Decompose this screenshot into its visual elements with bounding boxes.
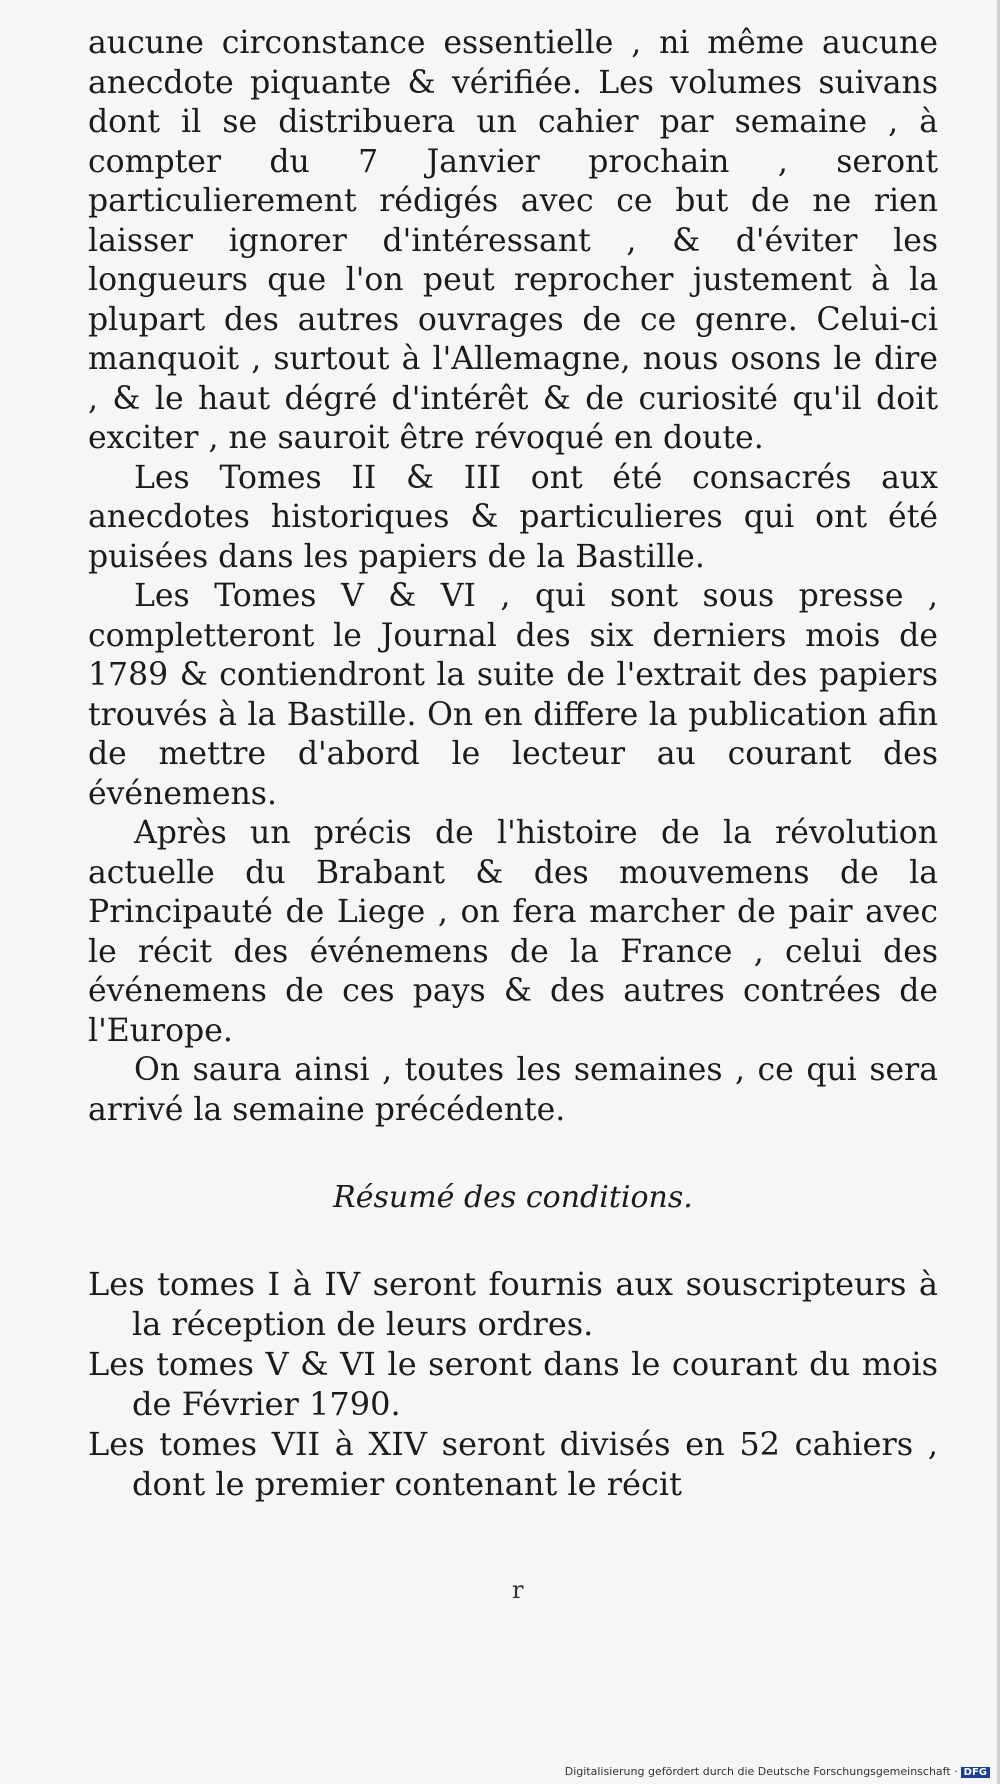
paragraph: Après un précis de l'histoire de la révolution actuelle du Brabant & des mouvemens de la Principauté de Liege , on fera marcher de pair avec le récit des événemens de la France , celui des événemens de ces pays & des autres contrées de l'Europe.	[88, 815, 938, 1049]
page-signature: r	[512, 1576, 524, 1604]
condition-item: Les tomes VII à XIV seront divisés en 52 cahiers , dont le premier contenant le récit	[88, 1425, 938, 1503]
section-heading: Résumé des conditions.	[333, 1180, 693, 1215]
body-text	[88, 24, 938, 1130]
paragraph: aucune circonstance essentielle , ni même aucune anecdote piquante & vérifiée. Les volumes suivans dont il se distribuera un cahier par semaine , à compter du 7 Janvier prochain , seront particulierement rédigés avec ce but de ne rien laisser ignorer d'intéressant , & d'éviter les longueurs que l'on peut reprocher justement à la plupart des autres ouvrages de ce genre. Celui-ci manquoit , surtout à l'Allemagne, nous osons le dire , & le haut dégré d'intérêt & de curiosité qu'il doit exciter , ne sauroit être révoqué en doute.	[88, 25, 938, 456]
dfg-logo: DFG	[961, 1767, 990, 1778]
condition-item: Les tomes V & VI le seront dans le courant du mois de Février 1790.	[88, 1345, 938, 1423]
condition-item: Les tomes I à IV seront fournis aux souscripteurs à la réception de leurs ordres.	[88, 1265, 938, 1343]
conditions-list	[88, 1264, 938, 1504]
paragraph: On saura ainsi , toutes les semaines , ce qui sera arrivé la semaine précédente.	[88, 1052, 938, 1128]
digitization-footer	[565, 1765, 990, 1778]
footer-text: Digitalisierung gefördert durch die Deutsche Forschungsgemeinschaft ·	[564, 1765, 958, 1778]
paragraph: Les Tomes II & III ont été consacrés aux anecdotes historiques & particulieres qui ont été puisées dans les papiers de la Bastille.	[88, 459, 938, 575]
page-text	[88, 24, 938, 1504]
paragraph: Les Tomes V & VI , qui sont sous presse , completteront le Journal des six derniers mois de 1789 & contiendront la suite de l'extrait des papiers trouvés à la Bastille. On en differe la publication afin de mettre d'abord le lecteur au courant des événemens.	[88, 578, 938, 812]
